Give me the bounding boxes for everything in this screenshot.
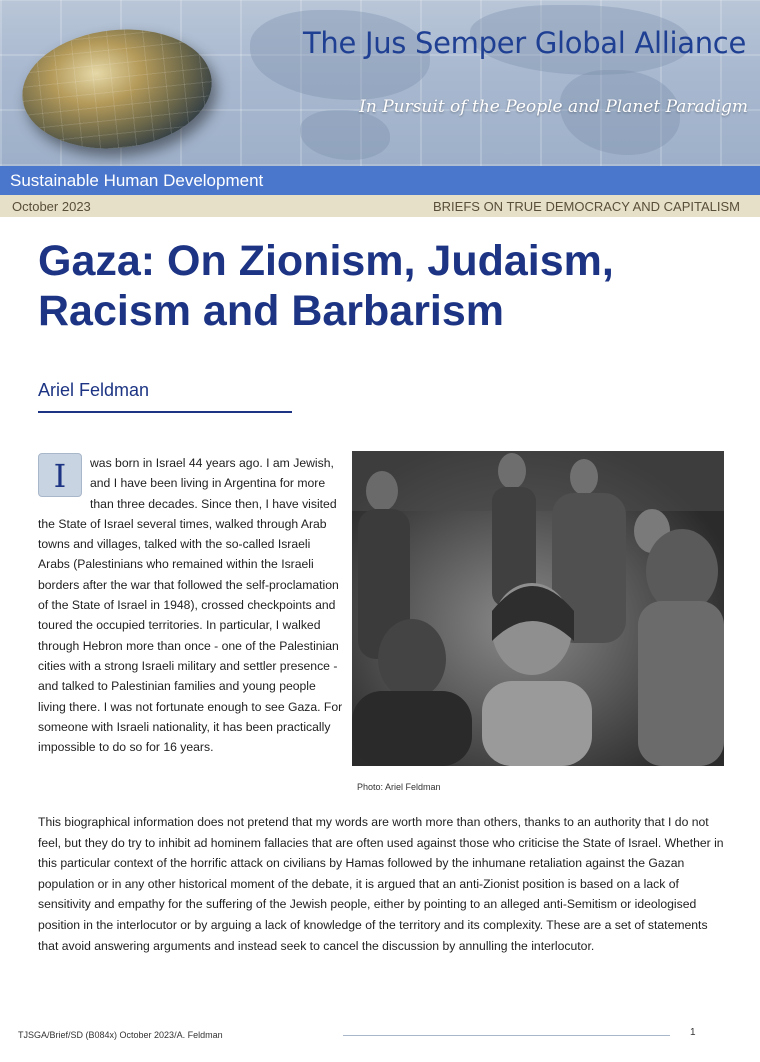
photo-figure <box>352 691 472 766</box>
title-line: Racism and Barbarism <box>38 287 505 335</box>
footer-divider <box>343 1035 670 1036</box>
page-number: 1 <box>690 1027 696 1038</box>
map-landmass <box>300 110 390 160</box>
footer-reference: TJSGA/Brief/SD (B084x) October 2023/A. Feldman <box>18 1030 223 1040</box>
photo-figure <box>482 681 592 766</box>
photo-figure <box>366 471 398 511</box>
first-paragraph-text: was born in Israel 44 years ago. I am Jewish, and I have been living in Argentina for more than three decades. Since then, I have visited the State of Israel several times, walked through Arab towns and villages, talked with the so-called Israeli Arabs (Palestinians who remained within the Israeli borders after the war that followed the self-proclamation of the State of Israel in 1948), crossed checkpoints and toured the occupied territories. In particular, I walked through Hebron more than once - one of the Palestinian cities with a strong Israeli military and settler presence - and talked to Palestinian families and young people living there. I was not fortunate enough to see Gaza. For someone with Israeli nationality, it has been practically impossible to do so for 16 years. <box>38 456 343 755</box>
photo-figure <box>638 601 724 766</box>
title-line: Gaza: On Zionism, Judaism, <box>38 237 614 285</box>
first-paragraph <box>38 453 344 757</box>
photo-illustration <box>352 451 724 766</box>
dropcap: I <box>38 453 82 497</box>
photo-figure <box>498 453 526 489</box>
article-title <box>38 236 718 336</box>
photo-figure <box>646 529 718 613</box>
photo-figure <box>378 619 446 699</box>
photo-sky <box>352 451 724 511</box>
org-tagline: In Pursuit of the People and Planet Paradigm <box>359 97 748 117</box>
date-bar <box>0 195 760 217</box>
issue-date: October 2023 <box>12 199 91 214</box>
section-bar: Sustainable Human Development <box>0 166 760 195</box>
header-banner <box>0 0 760 166</box>
author-divider <box>38 411 292 413</box>
article-photo <box>352 451 724 766</box>
org-title: The Jus Semper Global Alliance <box>303 26 746 60</box>
second-paragraph: This biographical information does not pretend that my words are worth more than others, thanks to an authority that I do not feel, but they do try to inhibit ad hominem fallacies that are often used against those who criticise the State of Israel. Whether in this particular context of the horrific attack on civilians by Hamas followed by the inhumane retaliation against the Gazan population or in any other historical moment of the debate, it is argued that an anti-Zionist position is based on a lack of sensitivity and empathy for the suffering of the Jewish people, either by pointing to an alleged anti-Semitism or ideologised position in the interlocutor or by arguing a lack of knowledge of the territory and its complexity. These are a set of statements that avoid answering arguments and instead seek to cancel the discussion by annulling the interlocutor. <box>38 815 724 953</box>
series-name: BRIEFS ON TRUE DEMOCRACY AND CAPITALISM <box>433 199 740 214</box>
photo-figure <box>570 459 598 495</box>
photo-caption: Photo: Ariel Feldman <box>357 782 441 792</box>
globe-logo-icon <box>16 20 217 157</box>
author-name: Ariel Feldman <box>38 380 150 400</box>
